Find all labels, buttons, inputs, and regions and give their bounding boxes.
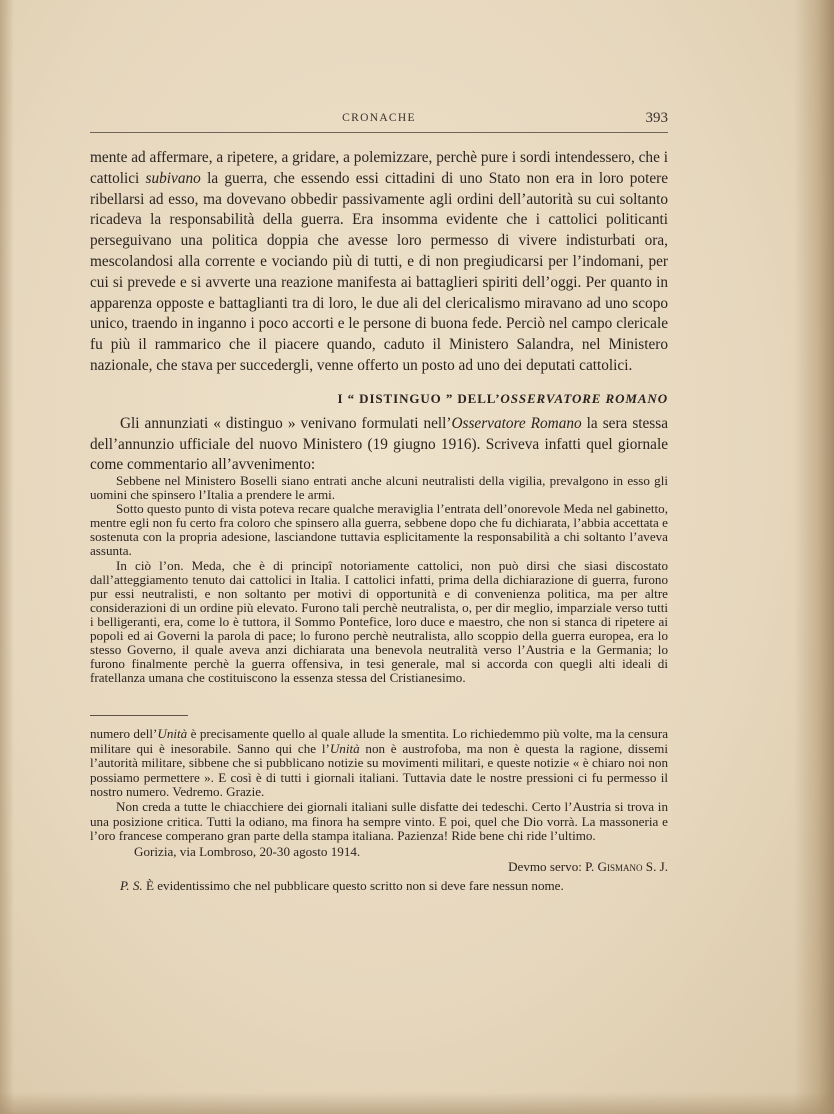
footnote-italic-run: Unità xyxy=(157,726,188,741)
signature-text: Devmo servo: P. xyxy=(508,859,598,875)
body-text xyxy=(90,148,668,377)
section-heading xyxy=(90,391,668,407)
page-number: 393 xyxy=(645,110,668,126)
page-edge-shadow-bottom xyxy=(0,1092,834,1114)
intro-italic-run: Osservatore Romano xyxy=(451,415,582,432)
running-head: CRONACHE xyxy=(342,112,416,124)
section-heading-text: I “ DISTINGUO ” DELL’ xyxy=(337,391,501,406)
letter-date-line: Gorizia, via Lombroso, 20-30 agosto 1914. xyxy=(134,843,361,859)
body-paragraph xyxy=(90,148,668,377)
postscript xyxy=(90,879,668,894)
footnote xyxy=(90,727,668,894)
quote-paragraph: Sebbene nel Ministero Boselli siano entrati anche alcuni neutralisti della vigilia, prevalgono in esso gli uomini che spinsero l’Italia a prendere le armi. xyxy=(90,473,668,503)
page-edge-shadow-right xyxy=(794,0,834,1114)
body-text-run: mente ad affermare, a ripetere, a gridare, a polemizzare, perchè pure i sordi intendessero, che i cattolici xyxy=(90,149,668,187)
page-edge-shadow-left xyxy=(0,0,14,1114)
footnote-divider xyxy=(90,715,188,716)
footnote-paragraph xyxy=(90,727,668,800)
postscript-label: P. S. xyxy=(120,877,143,893)
footnote-text-run: non è austrofoba, ma non è questa la ragione, dissemi l’autorità militare, sibbene che si pubblicano notizie su movimenti militari, e queste notizie « è chiaro noi non possiamo permettere ». E così è di tutti i giornali italiani. Tuttavia date le nostre pressioni ci fu permesso il nostro numero. Vedremo. Grazie. xyxy=(90,740,669,800)
footnote-italic-run: Unità xyxy=(329,740,360,756)
footnote-text-run: è precisamente quello al quale allude la smentita. Lo richiedemmo più volte, ma la censura militare qui è inesorabile. Sanno qui che l’ xyxy=(90,726,669,756)
signature-text: S. J. xyxy=(642,859,668,875)
body-italic-run: subivano xyxy=(145,169,201,187)
postscript-text: È evidentissimo che nel pubblicare questo scritto non si deve fare nessun nome. xyxy=(142,877,564,893)
signature-name: Gismano xyxy=(597,859,643,875)
section-heading-italic: OSSERVATORE ROMANO xyxy=(500,391,668,406)
footnote-paragraph: Non creda a tutte le chiacchiere dei giornali italiani sulle disfatte dei tedeschi. Certo l’Austria si trova in una posizione critica. Tutti la odiano, ma finora ha sempre vinto. E poi, quel che Dio vorrà. La massoneria e l’oro francese comperano gran parte della stampa italiana. Pazienza! Ride bene chi ride l’ultimo. xyxy=(90,798,668,844)
letter-signature xyxy=(90,860,668,875)
section-intro xyxy=(90,414,668,476)
footnote-text-run: numero dell’ xyxy=(90,726,158,741)
quote-paragraph: Sotto questo punto di vista poteva recare qualche meraviglia l’entrata dell’onorevole Meda nel gabinetto, mentre egli non fu certo fra coloro che spinsero alla guerra, sebbene dopo che fu dichiarata, l’abbia accettata e sostenuta con la propria adesione, lasciandone tuttavia esplicitamente la responsabilità a chi soltanto l’aveva assunta. xyxy=(90,501,668,559)
quote-paragraph: In ciò l’on. Meda, che è di principî notoriamente cattolici, non può dirsi che siasi discostato dall’atteggiamento tenuto dai cattolici in Italia. I cattolici infatti, prima della dichiarazione di guerra, furono pur essi neutralisti, e non soltanto per motivi di opportunità e di convenienza politica, ma per altre considerazioni di un ordine più elevato. Furono tali perchè neutralista, o, per dir meglio, imparziale verso tutti i belligeranti, era, come lo è tuttora, il Sommo Pontefice, loro duce e maestro, che non si stanca di ripetere ai popoli ed ai Governi la parola di pace; lo furono perchè neutralista, allo scoppio della guerra europea, era lo stesso Governo, il quale aveva anzi dichiarata una benevola neutralità verso l’Austria e la Germania; lo furono finalmente perchè la guerra offensiva, in tesi generale, mal si accorda con quegli alti ideali di fratellanza umana che costituiscono la essenza stessa del Cristianesimo. xyxy=(90,557,668,686)
page-header xyxy=(90,110,668,133)
body-text-run: la guerra, che essendo essi cittadini di uno Stato non era in loro potere ribellarsi ad esso, ma dovevano obbedir passivamente agli ordini dell’autorità su cui soltanto ricadeva la responsabilità della guerra. Era insomma evidente che i cattolici politicanti perseguivano una politica doppia che avesse loro permesso di vivere indisturbati ora, mescolandosi alla corrente e vociando più di tutti, e di non pregiudicarsi per l’indomani, per cui si prevede e si avverte una reazione manifesta ai battaglieri spiriti dell’oggi. Per quanto in apparenza opposte e battaglianti tra di loro, le due ali del clericalismo miravano ad uno scopo unico, traendo in inganno i poco accorti e le persone di buona fede. Perciò nel campo clericale fu più il rammarico che il piacere quando, caduto il Ministero Salandra, nel Ministero nazionale, che stava per succedergli, venne offerto un posto ad uno dei deputati cattolici. xyxy=(90,169,668,374)
block-quotation xyxy=(90,474,668,685)
intro-text-run: Gli annunziati « distinguo » venivano formulati nell’ xyxy=(120,415,452,432)
intro-text-run: la sera stessa dell’annunzio ufficiale del nuovo Ministero (19 giugno 1916). Scriveva infatti quel giornale come commentario all’avvenimento: xyxy=(90,415,669,474)
intro-paragraph xyxy=(90,414,668,476)
